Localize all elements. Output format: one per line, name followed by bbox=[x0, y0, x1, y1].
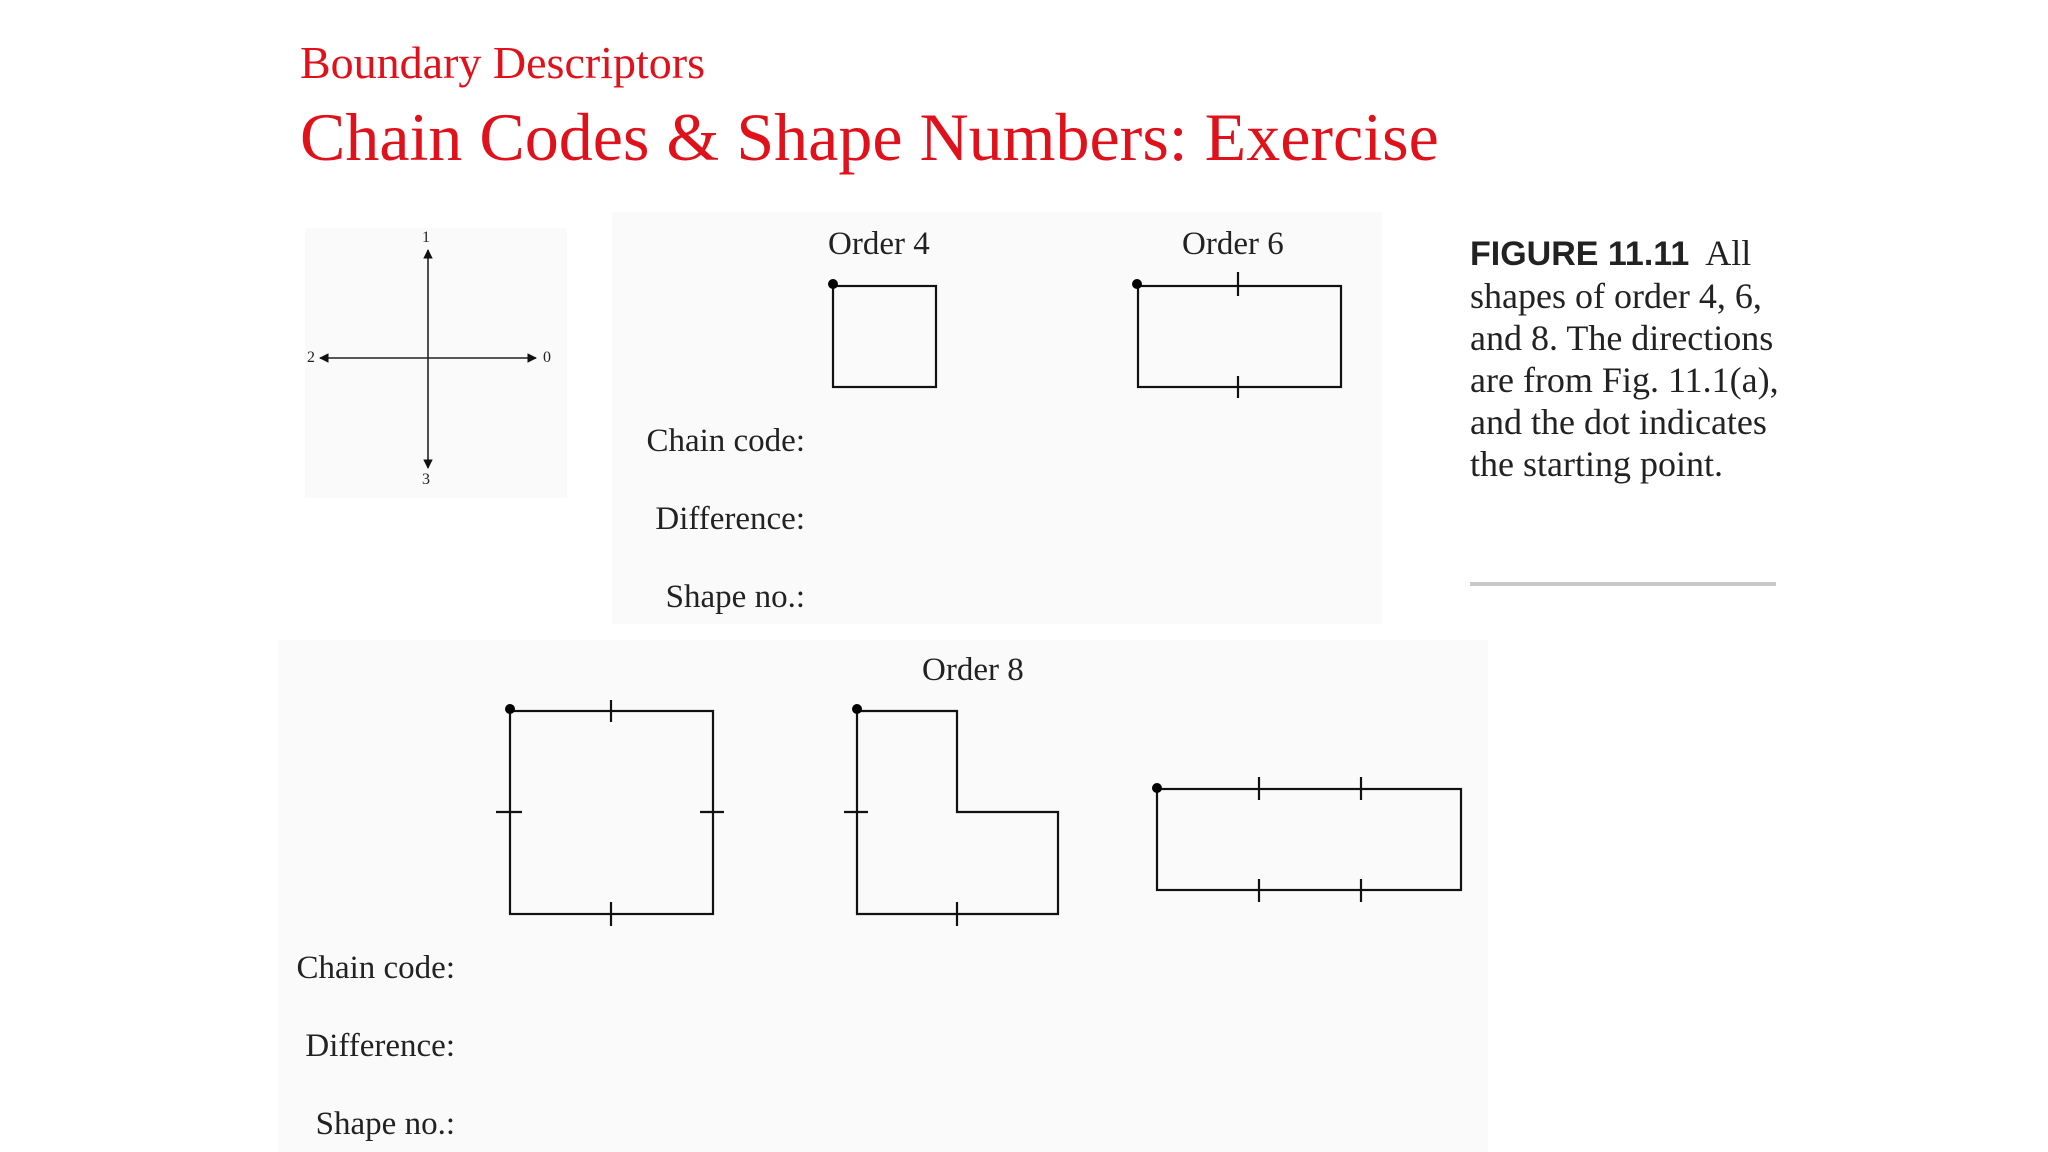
order8-rectangle bbox=[1157, 777, 1461, 902]
shape-number-label: Shape no.: bbox=[315, 1106, 455, 1142]
difference-label: Difference: bbox=[655, 501, 805, 537]
order8-l-shape bbox=[844, 711, 1058, 926]
chain-code-label: Chain code: bbox=[296, 950, 455, 986]
shape-number-label: Shape no.: bbox=[665, 579, 805, 615]
order4-square bbox=[833, 286, 936, 387]
caption-text: All shapes of order 4, 6, and 8. The directions are from Fig. 11.1(a), and the dot indicates the starting point. bbox=[1470, 233, 1779, 484]
start-dot bbox=[505, 704, 515, 714]
start-dot bbox=[852, 704, 862, 714]
chain-code-label: Chain code: bbox=[646, 423, 805, 459]
direction-label-right: 0 bbox=[543, 349, 551, 366]
direction-label-down: 3 bbox=[422, 471, 430, 488]
slide-title: Chain Codes & Shape Numbers: Exercise bbox=[300, 99, 1439, 175]
direction-label-left: 2 bbox=[307, 349, 315, 366]
start-dot bbox=[1132, 279, 1142, 289]
difference-label: Difference: bbox=[305, 1028, 455, 1064]
order8-square bbox=[496, 700, 724, 926]
figure-number: FIGURE 11.11 bbox=[1470, 235, 1690, 273]
order6-rectangle bbox=[1138, 272, 1341, 398]
direction-label-up: 1 bbox=[422, 229, 430, 246]
order4-label: Order 4 bbox=[828, 226, 930, 262]
figure-caption bbox=[1470, 232, 1790, 485]
start-dot bbox=[1152, 783, 1162, 793]
caption-divider bbox=[1470, 582, 1776, 586]
order6-label: Order 6 bbox=[1182, 226, 1284, 262]
order8-label: Order 8 bbox=[922, 652, 1024, 688]
direction-axes bbox=[320, 250, 536, 468]
slide-subtitle: Boundary Descriptors bbox=[300, 37, 705, 88]
start-dot bbox=[828, 279, 838, 289]
